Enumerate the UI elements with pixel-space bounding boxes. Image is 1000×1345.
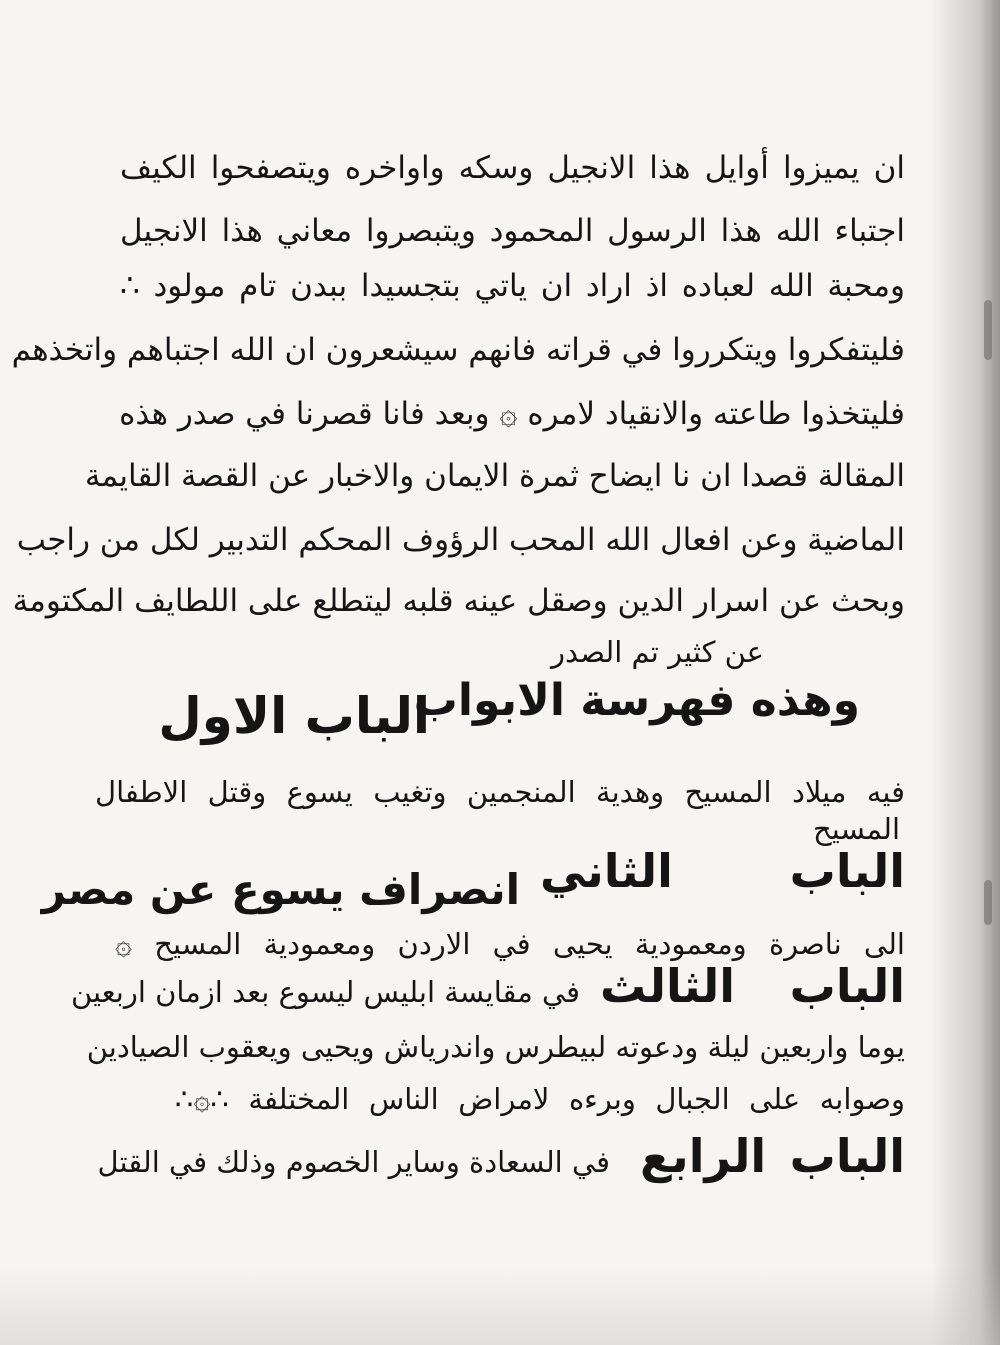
chapter-2-text: الى ناصرة ومعمودية يحيى في الاردن ومعمودية المسيح ۞ [115,927,905,961]
paragraph-line-1: ان يميزوا أوايل هذا الانجيل وسكه واواخره ويتصفحوا الكيف [120,150,905,186]
chapter-2-heading: الباب الثاني [540,844,905,898]
chapter-3-heading: الباب الثالث [600,959,905,1013]
page-edge-mark [984,300,992,360]
paragraph-line-6: المقالة قصدا ان نا ايضاح ثمرة الايمان والاخبار عن القصة القايمة [84,458,905,494]
page-bottom-shadow [0,1265,1000,1345]
chapter-3-text-line-1: في مقايسة ابليس ليسوع بعد ازمان اربعين [70,975,580,1009]
chapter-4-text: في السعادة وساير الخصوم وذلك في القتل [97,1145,610,1179]
chapter-1-heading: الباب الاول [158,687,430,745]
paragraph-line-3: ومحبة الله لعباده اذ اراد ان ياتي بتجسيدا ببدن تام مولود ∴ [120,268,905,304]
paragraph-line-8: وبحث عن اسرار الدين وصقل عينه قلبه ليتطلع على اللطايف المكتومة [12,583,905,619]
chapter-1-text: فيه ميلاد المسيح وهدية المنجمين وتغيب يسوع وقتل الاطفال [95,775,905,809]
index-title: وهذه فهرسة الابواب [413,675,860,726]
page-edge-shadow [930,0,1000,1345]
chapter-4-heading: الباب الرابع [640,1129,905,1183]
chapter-3-text-line-3: وصوابه على الجبال وبرءه لامراض الناس المختلفة ∴۞∴ [175,1082,905,1116]
chapter-1-continuation: المسيح [813,812,900,846]
paragraph-line-5: فليتخذوا طاعته والانقياد لامره ۞ وبعد فانا قصرنا في صدر هذه [119,396,905,432]
chapter-2-title: انصراف يسوع عن مصر [41,865,520,914]
paragraph-line-9: عن كثير تم الصدر [551,635,764,669]
paragraph-line-2: اجتباء الله هذا الرسول المحمود ويتبصروا معاني هذا الانجيل [120,213,905,249]
page-edge-mark [984,880,992,925]
paragraph-line-7: الماضية وعن افعال الله المحب الرؤوف المحكم التدبير لكل من راجب [16,522,905,558]
paragraph-line-4: فليتفكروا ويتكرروا في قراته فانهم سيشعرون ان الله اجتباهم واتخذهم [11,332,905,368]
chapter-3-text-line-2: يوما واربعين ليلة ودعوته لبيطرس واندرياش ويحيى ويعقوب الصيادين [86,1030,905,1064]
